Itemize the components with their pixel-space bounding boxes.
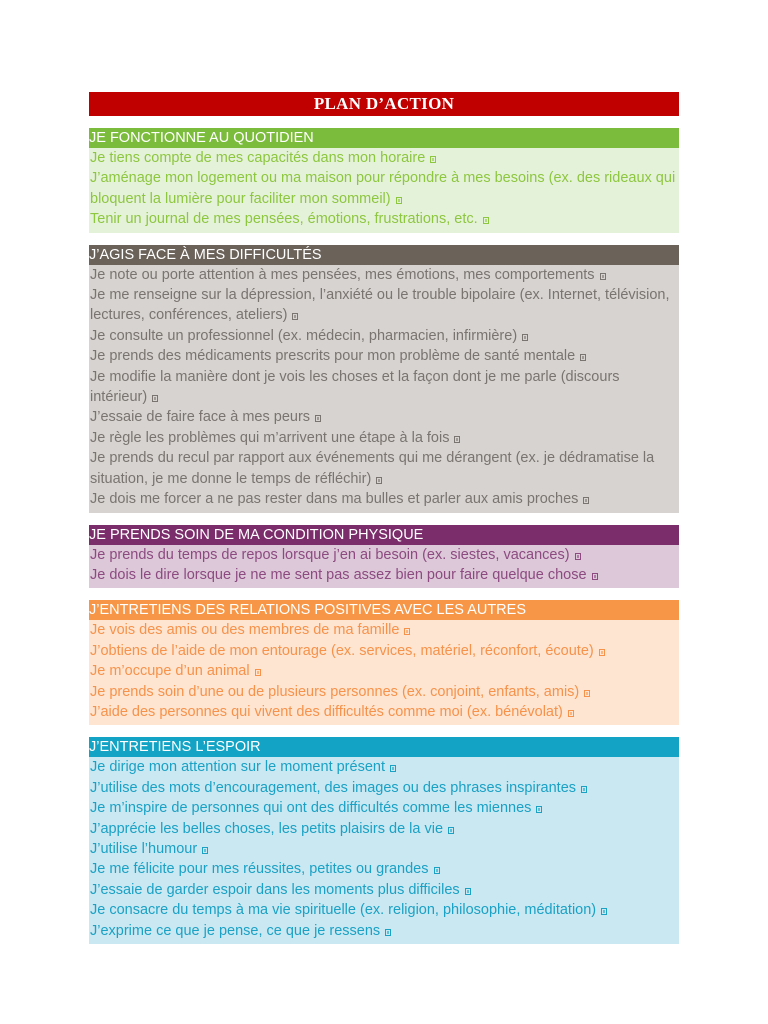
item-text: Je prends du recul par rapport aux événements qui me dérangent (ex. je dédramatise la situation, je me donne le temps de réfléchir) (90, 450, 655, 487)
checkbox-icon[interactable] (315, 415, 321, 422)
list-item (90, 545, 677, 565)
checkbox-icon[interactable] (600, 273, 606, 280)
item-text: Je modifie la manière dont je vois les choses et la façon dont je me parle (discours intérieur) (90, 368, 620, 406)
list-item (90, 346, 677, 366)
list-item (90, 265, 677, 285)
checkbox-icon[interactable] (434, 867, 440, 874)
section-je-fonctionne-au-quotidien (89, 128, 679, 233)
item-text: J’utilise l’humour (90, 840, 198, 857)
section-header: J’ENTRETIENS L’ESPOIR (89, 737, 679, 757)
checkbox-icon[interactable] (404, 628, 410, 635)
sections-container (89, 128, 679, 944)
checkbox-icon[interactable] (601, 908, 607, 915)
section-header: J’AGIS FACE À MES DIFFICULTÉS (89, 245, 679, 265)
list-item (90, 702, 677, 722)
checkbox-icon[interactable] (255, 669, 261, 676)
list-item (90, 148, 677, 168)
checkbox-icon[interactable] (396, 197, 402, 204)
list-item (90, 921, 677, 941)
list-item (90, 778, 677, 798)
list-item (90, 880, 677, 900)
list-item (90, 407, 677, 427)
item-list (89, 265, 679, 513)
list-item (90, 819, 677, 839)
item-text: Je m’occupe d’un animal (90, 663, 250, 680)
list-item (90, 448, 677, 489)
item-text: J’aide des personnes qui vivent des difficultés comme moi (ex. bénévolat) (90, 703, 563, 720)
item-text: Je règle les problèmes qui m’arrivent une étape à la fois (90, 429, 450, 446)
section-header: JE FONCTIONNE AU QUOTIDIEN (89, 128, 679, 148)
list-item (90, 661, 677, 681)
item-text: Je dois le dire lorsque je ne me sent pas assez bien pour faire quelque chose (90, 566, 587, 583)
list-item (90, 839, 677, 859)
list-item (90, 859, 677, 879)
list-item (90, 682, 677, 702)
list-item (90, 326, 677, 346)
item-text: J’essaie de garder espoir dans les moments plus difficiles (90, 881, 460, 898)
page-title: PLAN D’ACTION (89, 92, 679, 116)
item-text: Tenir un journal de mes pensées, émotions, frustrations, etc. (90, 211, 478, 228)
list-item (90, 489, 677, 509)
section-j-entretiens-l-espoir (89, 737, 679, 944)
item-text: Je prends du temps de repos lorsque j’en ai besoin (ex. siestes, vacances) (90, 546, 570, 563)
item-list (89, 545, 679, 589)
item-text: Je dois me forcer a ne pas rester dans ma bulles et parler aux amis proches (90, 491, 579, 508)
list-item (90, 428, 677, 448)
section-je-prends-soin-de-ma-condition-physique (89, 525, 679, 589)
item-text: Je me renseigne sur la dépression, l’anxiété ou le trouble bipolaire (ex. Internet, télévision, lectures, conférences, ateliers) (90, 287, 670, 324)
section-header: JE PRENDS SOIN DE MA CONDITION PHYSIQUE (89, 525, 679, 545)
checkbox-icon[interactable] (390, 765, 396, 772)
list-item (90, 900, 677, 920)
checkbox-icon[interactable] (292, 313, 298, 320)
checkbox-icon[interactable] (454, 436, 460, 443)
checkbox-icon[interactable] (568, 710, 574, 717)
item-list (89, 757, 679, 944)
list-item (90, 209, 677, 229)
item-list (89, 148, 679, 233)
item-text: Je prends soin d’une ou de plusieurs personnes (ex. conjoint, enfants, amis) (90, 683, 580, 700)
list-item (90, 565, 677, 585)
list-item (90, 285, 677, 326)
checkbox-icon[interactable] (483, 217, 489, 224)
item-text: Je dirige mon attention sur le moment présent (90, 759, 385, 776)
item-text: J’obtiens de l’aide de mon entourage (ex. services, matériel, réconfort, écoute) (90, 642, 594, 659)
item-text: J’essaie de faire face à mes peurs (90, 409, 311, 426)
section-j-agis-face-a-mes-difficultes (89, 245, 679, 513)
item-text: Je consacre du temps à ma vie spirituelle (ex. religion, philosophie, méditation) (90, 902, 597, 919)
item-text: Je prends des médicaments prescrits pour mon problème de santé mentale (90, 348, 576, 365)
item-text: Je tiens compte de mes capacités dans mon horaire (90, 150, 426, 166)
checkbox-icon[interactable] (376, 477, 382, 484)
checkbox-icon[interactable] (385, 929, 391, 936)
checkbox-icon[interactable] (583, 497, 589, 504)
checkbox-icon[interactable] (581, 786, 587, 793)
checkbox-icon[interactable] (580, 354, 586, 361)
list-item (90, 798, 677, 818)
checkbox-icon[interactable] (575, 553, 581, 560)
checkbox-icon[interactable] (465, 888, 471, 895)
section-header: J’ENTRETIENS DES RELATIONS POSITIVES AVEC LES AUTRES (89, 600, 679, 620)
checkbox-icon[interactable] (599, 649, 605, 656)
list-item (90, 168, 677, 209)
item-text: J’utilise des mots d’encouragement, des images ou des phrases inspirantes (90, 779, 577, 796)
item-text: Je note ou porte attention à mes pensées, mes émotions, mes comportements (90, 266, 595, 283)
item-text: J’aménage mon logement ou ma maison pour répondre à mes besoins (ex. des rideaux qui bloquent la lumière pour faciliter mon sommeil) (90, 170, 676, 207)
checkbox-icon[interactable] (522, 334, 528, 341)
list-item (90, 367, 677, 408)
checkbox-icon[interactable] (592, 573, 598, 580)
list-item (90, 641, 677, 661)
checkbox-icon[interactable] (448, 827, 454, 834)
action-plan (89, 92, 679, 956)
item-text: Je me félicite pour mes réussites, petites ou grandes (90, 861, 429, 878)
item-list (89, 620, 679, 725)
list-item (90, 620, 677, 640)
checkbox-icon[interactable] (536, 806, 542, 813)
checkbox-icon[interactable] (430, 156, 436, 163)
checkbox-icon[interactable] (202, 847, 208, 854)
item-text: J’apprécie les belles choses, les petits plaisirs de la vie (90, 820, 444, 837)
item-text: Je vois des amis ou des membres de ma famille (90, 622, 400, 639)
list-item (90, 757, 677, 777)
item-text: J’exprime ce que je pense, ce que je ressens (90, 922, 381, 939)
item-text: Je m’inspire de personnes qui ont des difficultés comme les miennes (90, 800, 532, 817)
checkbox-icon[interactable] (152, 395, 158, 402)
section-j-entretiens-des-relations-positives-avec-les-autres (89, 600, 679, 725)
item-text: Je consulte un professionnel (ex. médecin, pharmacien, infirmière) (90, 327, 518, 344)
checkbox-icon[interactable] (584, 690, 590, 697)
